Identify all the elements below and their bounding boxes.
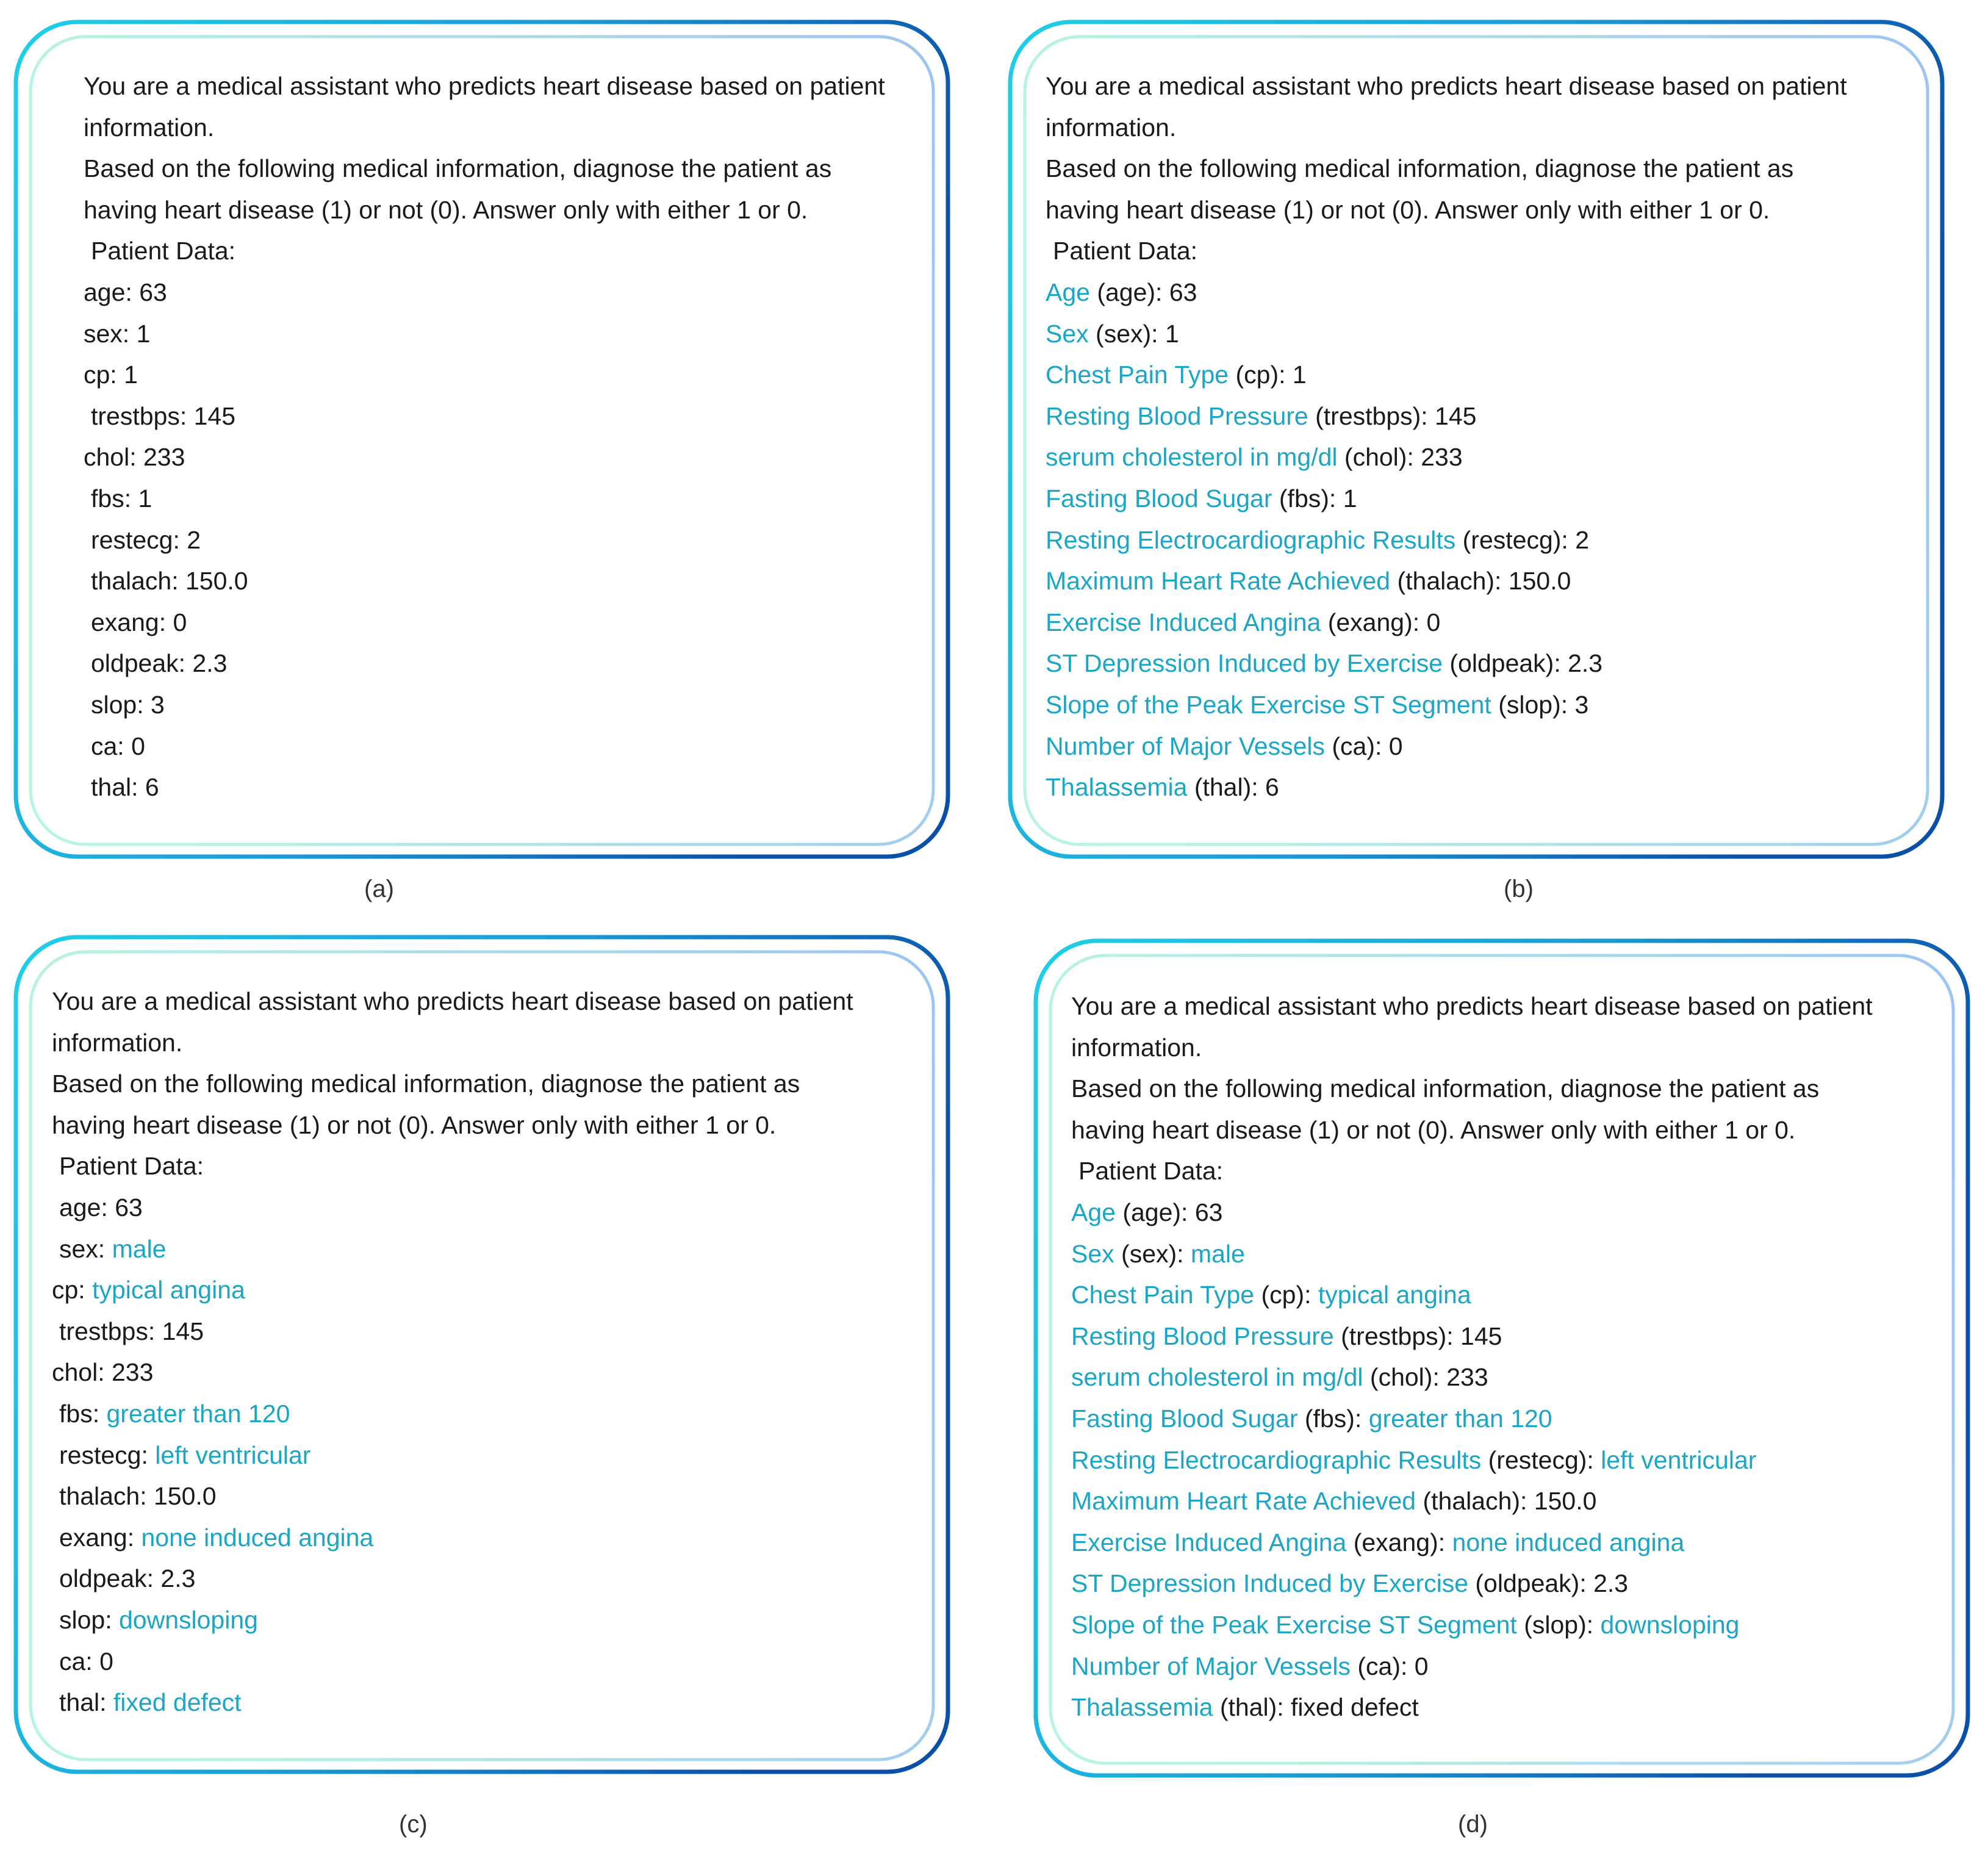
intro-line-1: You are a medical assistant who predicts heart disease based on patient [1071, 992, 1873, 1020]
field-key-value: chol: 233 [52, 1358, 154, 1387]
caption-d: (d) [1458, 1811, 1488, 1838]
field-key-value: slop: [59, 1605, 119, 1634]
field-key-value: thal: 6 [91, 773, 159, 802]
prompt-panel-b [1007, 18, 1946, 860]
field-key-value: age: 63 [84, 278, 167, 306]
patient-field-row [52, 1352, 853, 1394]
field-described-value: downsloping [1600, 1610, 1740, 1639]
field-key-value: sex: 1 [84, 319, 151, 348]
field-key-value: exang: 0 [91, 608, 187, 636]
intro-line-4: having heart disease (1) or not (0). Answer only with either 1 or 0. [52, 1110, 777, 1139]
field-described-value: typical angina [92, 1276, 245, 1304]
field-described-value: typical angina [1318, 1281, 1471, 1309]
field-key-value: (ca): 0 [1325, 732, 1403, 760]
patient-field-row [52, 1187, 853, 1229]
field-key-value: (sex): 1 [1088, 319, 1179, 348]
field-full-name: Thalassemia [1046, 773, 1188, 802]
patient-field-row [52, 1600, 853, 1641]
field-described-value: downsloping [119, 1605, 258, 1634]
prompt-text [1071, 986, 1873, 1728]
field-full-name: Age [1071, 1198, 1116, 1226]
field-full-name: serum cholesterol in mg/dl [1071, 1363, 1363, 1392]
caption-c: (c) [399, 1811, 428, 1838]
field-key-value: cp: [52, 1276, 93, 1304]
field-full-name: Exercise Induced Angina [1046, 608, 1321, 636]
field-full-name: Number of Major Vessels [1071, 1652, 1351, 1680]
patient-field-row [84, 561, 885, 602]
field-key-value: (cp): 1 [1229, 361, 1307, 389]
patient-field-row [1071, 1234, 1873, 1275]
field-full-name: ST Depression Induced by Exercise [1071, 1569, 1469, 1598]
field-full-name: Age [1046, 278, 1090, 306]
field-key-value: restecg: [59, 1441, 156, 1469]
patient-field-row [1046, 685, 1847, 726]
field-full-name: Resting Blood Pressure [1071, 1322, 1334, 1350]
field-described-value: none induced angina [141, 1523, 374, 1552]
field-key-value: exang: [59, 1523, 142, 1552]
patient-field-row [1046, 767, 1847, 808]
field-described-value: left ventricular [1601, 1445, 1757, 1474]
patient-field-row [1046, 272, 1847, 314]
patient-field-row [1046, 314, 1847, 355]
patient-field-row [84, 643, 885, 685]
field-full-name: Thalassemia [1071, 1693, 1213, 1722]
field-full-name: Resting Electrocardiographic Results [1046, 525, 1456, 554]
field-described-value: left ventricular [155, 1441, 311, 1469]
field-key-value: (fbs): 1 [1272, 484, 1357, 513]
field-key-value: (chol): 233 [1337, 443, 1463, 472]
field-key-value: (trestbps): 145 [1308, 401, 1477, 430]
field-key-value: (exang): [1346, 1528, 1452, 1556]
patient-field-row [1046, 354, 1847, 396]
field-key-value: (thal): fixed defect [1213, 1693, 1419, 1722]
field-key-value: (slop): 3 [1491, 690, 1589, 719]
patient-field-row [1046, 602, 1847, 644]
field-key-value: sex: [59, 1234, 112, 1263]
patient-field-row [84, 314, 885, 355]
field-full-name: Resting Electrocardiographic Results [1071, 1445, 1482, 1474]
field-full-name: Maximum Heart Rate Achieved [1071, 1487, 1416, 1516]
patient-field-row [1071, 1316, 1873, 1358]
prompt-panel-c [12, 933, 952, 1775]
field-key-value: oldpeak: 2.3 [59, 1564, 196, 1593]
field-full-name: Maximum Heart Rate Achieved [1046, 567, 1391, 595]
field-key-value: fbs: 1 [91, 484, 153, 513]
patient-field-row [52, 1517, 853, 1559]
patient-field-row [1071, 1398, 1873, 1440]
intro-line-4: having heart disease (1) or not (0). Answer only with either 1 or 0. [1071, 1115, 1796, 1144]
patient-field-row [1071, 1563, 1873, 1605]
field-full-name: Resting Blood Pressure [1046, 401, 1308, 430]
patient-field-row [1046, 520, 1847, 561]
patient-field-row [52, 1435, 853, 1477]
patient-field-row [52, 1394, 853, 1435]
caption-a: (a) [364, 876, 394, 902]
field-key-value: (oldpeak): 2.3 [1443, 649, 1603, 678]
field-full-name: Chest Pain Type [1071, 1281, 1255, 1309]
caption-b: (b) [1504, 876, 1534, 902]
field-key-value: ca: 0 [91, 732, 145, 760]
patient-field-row [1071, 1687, 1873, 1728]
field-key-value: age: 63 [59, 1193, 143, 1221]
patient-field-row [1046, 643, 1847, 685]
field-full-name: Sex [1046, 319, 1089, 348]
patient-data-heading: Patient Data: [59, 1152, 204, 1181]
prompt-text [84, 66, 885, 808]
patient-field-row [1046, 478, 1847, 520]
patient-field-row [84, 437, 885, 478]
patient-field-row [84, 726, 885, 768]
field-key-value: slop: 3 [91, 690, 165, 719]
patient-field-row [1071, 1440, 1873, 1481]
intro-line-2: information. [1071, 1033, 1202, 1062]
field-full-name: Exercise Induced Angina [1071, 1528, 1347, 1556]
field-key-value: restecg: 2 [91, 525, 201, 554]
patient-field-row [84, 685, 885, 726]
field-key-value: (exang): 0 [1321, 608, 1441, 636]
patient-field-row [52, 1270, 853, 1311]
patient-field-row [84, 396, 885, 437]
patient-field-row [84, 478, 885, 520]
patient-field-row [84, 520, 885, 561]
patient-field-row [1046, 437, 1847, 478]
field-key-value: (restecg): 2 [1455, 525, 1589, 554]
prompt-panel-d [1032, 937, 1972, 1779]
prompt-text [1046, 66, 1847, 808]
intro-line-1: You are a medical assistant who predicts heart disease based on patient [1046, 72, 1847, 100]
field-full-name: Fasting Blood Sugar [1046, 484, 1272, 513]
intro-line-3: Based on the following medical information, diagnose the patient as [1071, 1074, 1820, 1103]
prompt-text [52, 981, 853, 1724]
field-described-value: greater than 120 [1368, 1404, 1552, 1433]
patient-field-row [1071, 1646, 1873, 1688]
patient-field-row [1071, 1522, 1873, 1564]
field-described-value: male [1190, 1239, 1245, 1268]
field-full-name: ST Depression Induced by Exercise [1046, 649, 1443, 678]
field-key-value: (ca): 0 [1351, 1652, 1429, 1680]
prompt-panel-a [12, 18, 952, 860]
patient-field-row [52, 1641, 853, 1683]
field-key-value: ca: 0 [59, 1647, 113, 1675]
patient-data-heading: Patient Data: [1053, 237, 1198, 265]
field-key-value: (oldpeak): 2.3 [1468, 1569, 1629, 1598]
field-key-value: (age): 63 [1115, 1198, 1223, 1226]
patient-field-row [84, 767, 885, 808]
intro-line-1: You are a medical assistant who predicts heart disease based on patient [84, 72, 885, 100]
patient-field-row [52, 1311, 853, 1353]
field-key-value: chol: 233 [84, 443, 185, 472]
field-key-value: (trestbps): 145 [1333, 1322, 1502, 1350]
field-key-value: fbs: [59, 1399, 107, 1428]
intro-line-2: information. [1046, 113, 1177, 142]
intro-line-2: information. [52, 1028, 183, 1057]
patient-data-heading: Patient Data: [91, 237, 236, 265]
field-full-name: serum cholesterol in mg/dl [1046, 443, 1338, 472]
field-key-value: (chol): 233 [1363, 1363, 1488, 1392]
field-key-value: (age): 63 [1089, 278, 1197, 306]
intro-line-4: having heart disease (1) or not (0). Answer only with either 1 or 0. [84, 195, 808, 224]
patient-field-row [1071, 1192, 1873, 1234]
field-key-value: thal: [59, 1688, 113, 1717]
field-full-name: Slope of the Peak Exercise ST Segment [1071, 1610, 1517, 1639]
field-full-name: Sex [1071, 1239, 1114, 1268]
field-key-value: (fbs): [1297, 1404, 1369, 1433]
intro-line-4: having heart disease (1) or not (0). Answer only with either 1 or 0. [1046, 195, 1770, 224]
field-key-value: trestbps: 145 [91, 401, 236, 430]
field-key-value: (thal): 6 [1187, 773, 1279, 802]
patient-field-row [84, 354, 885, 396]
field-key-value: (sex): [1114, 1239, 1191, 1268]
patient-field-row [52, 1682, 853, 1724]
patient-field-row [52, 1476, 853, 1517]
patient-field-row [52, 1229, 853, 1270]
intro-line-3: Based on the following medical information, diagnose the patient as [52, 1070, 800, 1098]
patient-field-row [1046, 726, 1847, 768]
field-full-name: Fasting Blood Sugar [1071, 1404, 1298, 1433]
intro-line-3: Based on the following medical information, diagnose the patient as [84, 154, 832, 183]
intro-line-2: information. [84, 113, 215, 142]
patient-field-row [84, 272, 885, 314]
field-key-value: thalach: 150.0 [59, 1482, 217, 1511]
intro-line-1: You are a medical assistant who predicts heart disease based on patient [52, 987, 853, 1015]
field-full-name: Slope of the Peak Exercise ST Segment [1046, 690, 1491, 719]
patient-field-row [1071, 1357, 1873, 1398]
field-described-value: none induced angina [1452, 1528, 1685, 1556]
patient-field-row [1071, 1481, 1873, 1522]
patient-field-row [1071, 1605, 1873, 1646]
field-key-value: (cp): [1254, 1281, 1318, 1309]
patient-field-row [52, 1558, 853, 1600]
intro-line-3: Based on the following medical information, diagnose the patient as [1046, 154, 1794, 183]
patient-field-row [84, 602, 885, 644]
field-key-value: (thalach): 150.0 [1390, 567, 1571, 595]
field-described-value: greater than 120 [106, 1399, 290, 1428]
field-key-value: trestbps: 145 [59, 1317, 204, 1345]
field-key-value: thalach: 150.0 [91, 567, 248, 595]
field-key-value: (thalach): 150.0 [1416, 1487, 1597, 1516]
field-full-name: Number of Major Vessels [1046, 732, 1326, 760]
patient-field-row [1046, 561, 1847, 602]
patient-field-row [1071, 1275, 1873, 1316]
field-key-value: oldpeak: 2.3 [91, 649, 228, 678]
field-described-value: fixed defect [113, 1688, 242, 1717]
patient-field-row [1046, 396, 1847, 437]
field-key-value: (slop): [1516, 1610, 1601, 1639]
field-key-value: (restecg): [1481, 1445, 1601, 1474]
field-key-value: cp: 1 [84, 361, 138, 389]
patient-data-heading: Patient Data: [1078, 1157, 1224, 1185]
field-described-value: male [112, 1234, 167, 1263]
field-full-name: Chest Pain Type [1046, 361, 1229, 389]
